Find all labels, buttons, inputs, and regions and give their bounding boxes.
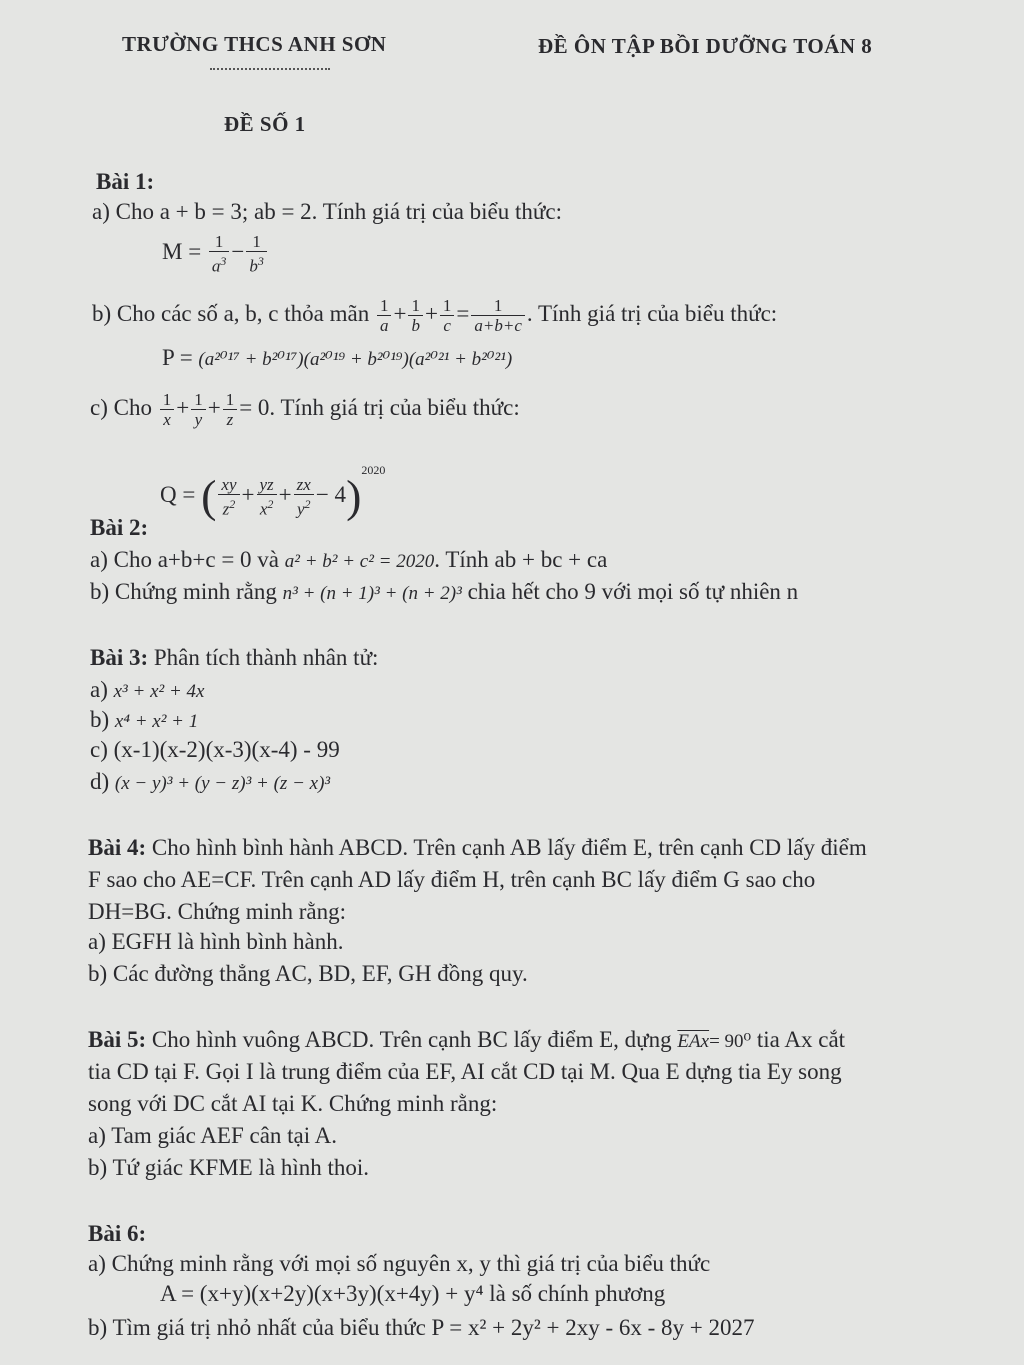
bai5-angle: $\overline{EAx}$ xyxy=(677,1031,710,1052)
bai1-a-text: a) Cho a + b = 3; ab = 2. Tính giá trị của biểu thức: xyxy=(92,199,562,224)
bai4-b: b) Các đường thẳng AC, BD, EF, GH đồng quy. xyxy=(88,961,528,986)
bai2-a-expr: a² + b² + c² = 2020 xyxy=(284,551,435,572)
bai5-line3: song với DC cắt AI tại K. Chứng minh rằng: xyxy=(88,1091,498,1116)
bai6-b-prefix: b) Tìm giá trị nhỏ nhất của biểu thức xyxy=(88,1315,426,1340)
bai1-c-lhs: Q = xyxy=(160,482,196,507)
bai1-b-expr xyxy=(162,344,512,374)
bai1-c-prefix: c) Cho xyxy=(90,394,152,420)
bai6-b-formula: P = x² + 2y² + 2xy - 6x - 8y + 2027 xyxy=(431,1315,755,1340)
frac-yz-over-x2: $\frac{yz}{x^2}$ xyxy=(257,475,277,519)
bai3-intro: Phân tích thành nhân tử: xyxy=(153,645,379,670)
frac-xy-over-z2: $\frac{xy}{z^2}$ xyxy=(218,475,239,519)
frac-1-over-y: $\frac{1}{y}$ xyxy=(191,390,206,429)
frac-1-over-b3: $\frac{1}{b^3}$ xyxy=(246,232,267,276)
bai1-c-exponent: 2020 xyxy=(361,463,386,477)
bai2-b xyxy=(90,578,798,608)
bai6-a-suffix: là số chính phương xyxy=(489,1281,666,1306)
bai5-a: a) Tam giác AEF cân tại A. xyxy=(88,1123,337,1148)
frac-1-over-b: $\frac{1}{b}$ xyxy=(408,296,423,335)
bai1-b-text: b) Cho các số a, b, c thỏa mãn $\frac{1}{a}$ + $\frac{1}{b}$ + $\frac{1}{c}$ = $\frac{1}{a+b+c}$ . Tính giá trị của biểu thức: xyxy=(92,296,778,335)
bai2-b-suffix: chia hết cho 9 với mọi số tự nhiên n xyxy=(467,579,799,604)
bai1-b-prefix: b) Cho các số a, b, c thỏa mãn xyxy=(92,300,370,326)
bai3-item-a: a) x³ + x² + 4x xyxy=(90,677,205,702)
bai6-a-text: a) Chứng minh rằng với mọi số nguyên x, y thì giá trị của biểu thức xyxy=(88,1251,711,1276)
exam-title: ĐỀ ÔN TẬP BỒI DƯỠNG TOÁN 8 xyxy=(538,34,873,58)
bai2-a-suffix: . Tính ab + bc + ca xyxy=(434,547,608,572)
frac-zx-over-y2: $\frac{zx}{y^2}$ xyxy=(294,475,314,519)
bai4-line3: DH=BG. Chứng minh rằng: xyxy=(88,899,346,924)
bai1-c-text: c) Cho $\frac{1}{x}$ + $\frac{1}{y}$ + $\frac{1}{z}$ = 0. Tính giá trị của biểu thức: xyxy=(90,390,520,429)
bai3-title: Bài 3: xyxy=(90,645,149,670)
bai3-item-d: d) (x − y)³ + (y − z)³ + (z − x)³ xyxy=(90,769,331,794)
bai1-title: Bài 1: xyxy=(96,169,155,194)
frac-1-over-a3: $\frac{1}{a^3}$ xyxy=(209,232,230,276)
bai6-title: Bài 6: xyxy=(88,1221,147,1246)
frac-1-over-a: $\frac{1}{a}$ xyxy=(377,296,392,335)
bai1-b-suffix: . Tính giá trị của biểu thức: xyxy=(526,300,778,326)
bai2-a-prefix: a) Cho a+b+c = 0 và xyxy=(90,547,279,572)
bai1-c-suffix: . Tính giá trị của biểu thức: xyxy=(269,394,520,420)
bai1-c-expr: Q = ( $\frac{xy}{z^2}$ + $\frac{yz}{x^2}$ + $\frac{zx}{y^2}$ − 4)$^{2020}$ xyxy=(160,463,386,522)
bai3-item-c: c) (x-1)(x-2)(x-3)(x-4) - 99 xyxy=(90,737,340,762)
frac-1-over-c: $\frac{1}{c}$ xyxy=(440,296,455,335)
bai5-line2: tia CD tại F. Gọi I là trung điểm của EF, AI cắt CD tại M. Qua E dựng tia Ey song xyxy=(88,1059,842,1084)
bai4-line1: Bài 4: Cho hình bình hành ABCD. Trên cạnh AB lấy điểm E, trên cạnh CD lấy điểm xyxy=(88,835,867,860)
frac-1-over-z: $\frac{1}{z}$ xyxy=(223,390,238,429)
bai6-b xyxy=(88,1314,754,1342)
school-name: TRƯỜNG THCS ANH SƠN xyxy=(122,32,387,56)
bai1-a-expr: M = $\frac{1}{a^3}$ − $\frac{1}{b^3}$ xyxy=(162,232,269,276)
bai4-a: a) EGFH là hình bình hành. xyxy=(88,929,344,954)
bai5-title: Bài 5: xyxy=(88,1027,147,1052)
frac-1-over-x: $\frac{1}{x}$ xyxy=(160,390,175,429)
bai5-line1: Bài 5: Cho hình vuông ABCD. Trên cạnh BC lấy điểm E, dựng $\overline{EAx}= 90^0$ tia Ax cắt xyxy=(88,1027,846,1052)
bai6-a-expr xyxy=(160,1280,665,1308)
header-divider xyxy=(210,68,330,70)
bai4-line2: F sao cho AE=CF. Trên cạnh AD lấy điểm H, trên cạnh BC lấy điểm G sao cho xyxy=(88,867,816,892)
bai6-a-formula: A = (x+y)(x+2y)(x+3y)(x+4y) + y⁴ xyxy=(160,1281,484,1306)
bai2-b-expr: n³ + (n + 1)³ + (n + 2)³ xyxy=(282,583,462,604)
bai5-b: b) Tứ giác KFME là hình thoi. xyxy=(88,1155,369,1180)
bai2-title: Bài 2: xyxy=(90,515,149,540)
bai1-b-lhs: P = xyxy=(162,345,193,370)
bai3-item-b: b) x⁴ + x² + 1 xyxy=(90,707,199,732)
exam-number: ĐỀ SỐ 1 xyxy=(224,112,306,136)
frac-1-over-abc: $\frac{1}{a+b+c}$ xyxy=(471,296,525,335)
bai2-b-prefix: b) Chứng minh rằng xyxy=(90,579,277,604)
bai1-b-formula: (a²⁰¹⁷ + b²⁰¹⁷)(a²⁰¹⁹ + b²⁰¹⁹)(a²⁰²¹ + b²⁰²¹) xyxy=(198,349,513,370)
bai2-a xyxy=(90,546,607,576)
bai3-header xyxy=(90,644,378,672)
bai4-title: Bài 4: xyxy=(88,835,147,860)
bai1-a-lhs: M = xyxy=(162,239,202,265)
